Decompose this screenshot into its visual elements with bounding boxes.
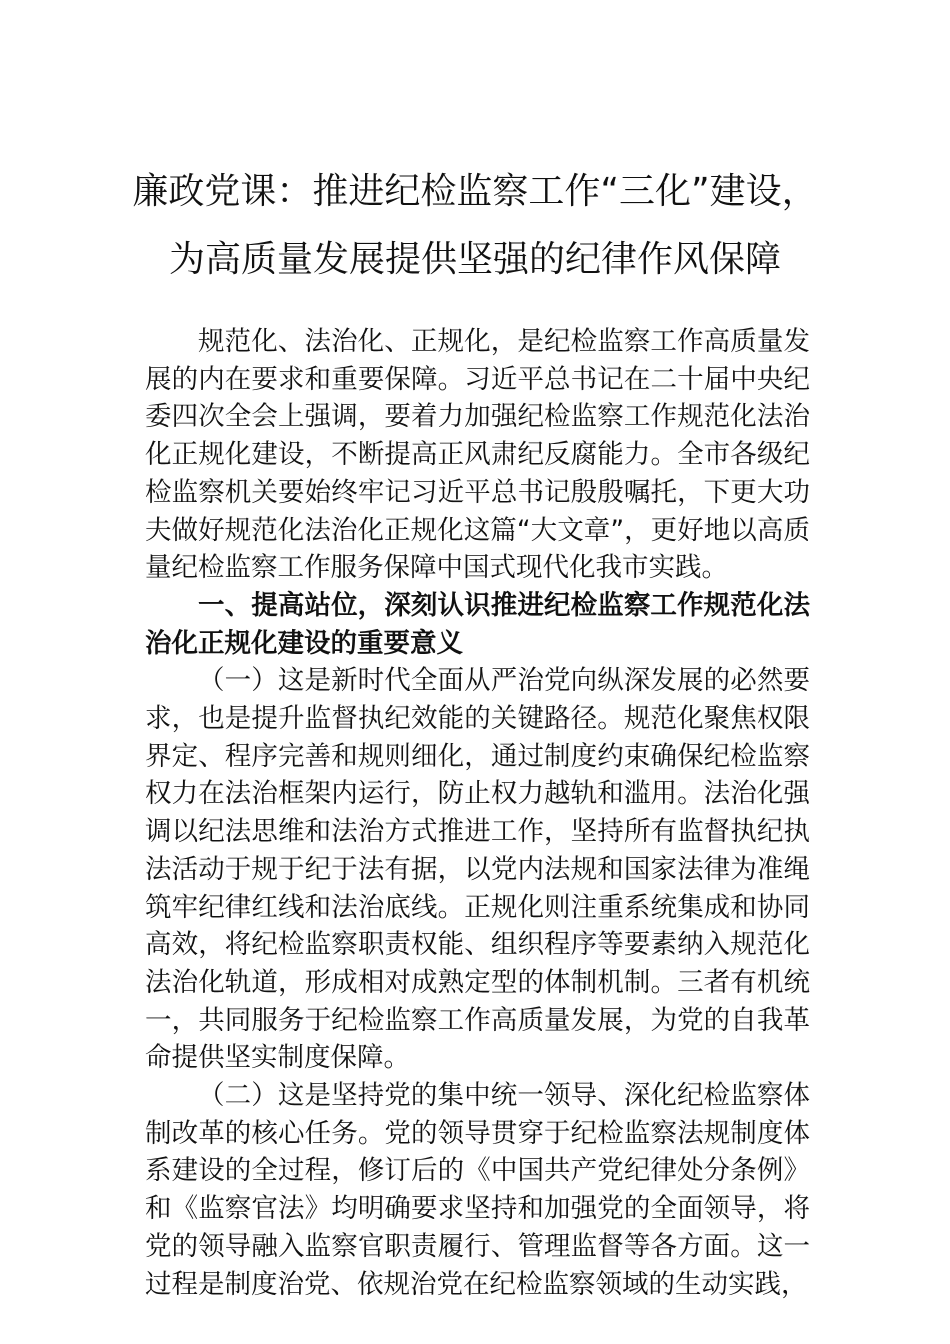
document-title: [120, 158, 830, 294]
title-line-1: 廉政党课：推进纪检监察工作“三化”建设，: [132, 171, 818, 212]
document-body: [145, 323, 810, 1303]
title-line-2: 为高质量发展提供坚强的纪律作风保障: [168, 239, 781, 280]
subsection-paragraph-2: （二）这是坚持党的集中统一领导、深化纪检监察体制改革的核心任务。党的领导贯穿于纪检监察法规制度体系建设的全过程，修订后的《中国共产党纪律处分条例》和《监察官法》均明确要求坚持和加强党的全面领导，将党的领导融入监察官职责履行、管理监督等各方面。这一过程是制度治党、依规治党在纪检监察领域的生动实践，: [145, 1080, 810, 1300]
intro-paragraph: 规范化、法治化、正规化，是纪检监察工作高质量发展的内在要求和重要保障。习近平总书记在二十届中央纪委四次全会上强调，要着力加强纪检监察工作规范化法治化正规化建设，不断提高正风肃纪反腐能力。全市各级纪检监察机关要始终牢记习近平总书记殷殷嘱托，下更大功夫做好规范化法治化正规化这篇“大文章”，更好地以高质量纪检监察工作服务保障中国式现代化我市实践。: [145, 326, 810, 584]
subsection-paragraph-1: （一）这是新时代全面从严治党向纵深发展的必然要求，也是提升监督执纪效能的关键路径。规范化聚焦权限界定、程序完善和规则细化，通过制度约束确保纪检监察权力在法治框架内运行，防止权力越轨和滥用。法治化强调以纪法思维和法治方式推进工作，坚持所有监督执纪执法活动于规于纪于法有据，以党内法规和国家法律为准绳筑牢纪律红线和法治底线。正规化则注重系统集成和协同高效，将纪检监察职责权能、组织程序等要素纳入规范化法治化轨道，形成相对成熟定型的体制机制。三者有机统一，共同服务于纪检监察工作高质量发展，为党的自我革命提供坚实制度保障。: [145, 665, 810, 1074]
section-heading-1: 一、提高站位，深刻认识推进纪检监察工作规范化法治化正规化建设的重要意义: [145, 589, 810, 659]
